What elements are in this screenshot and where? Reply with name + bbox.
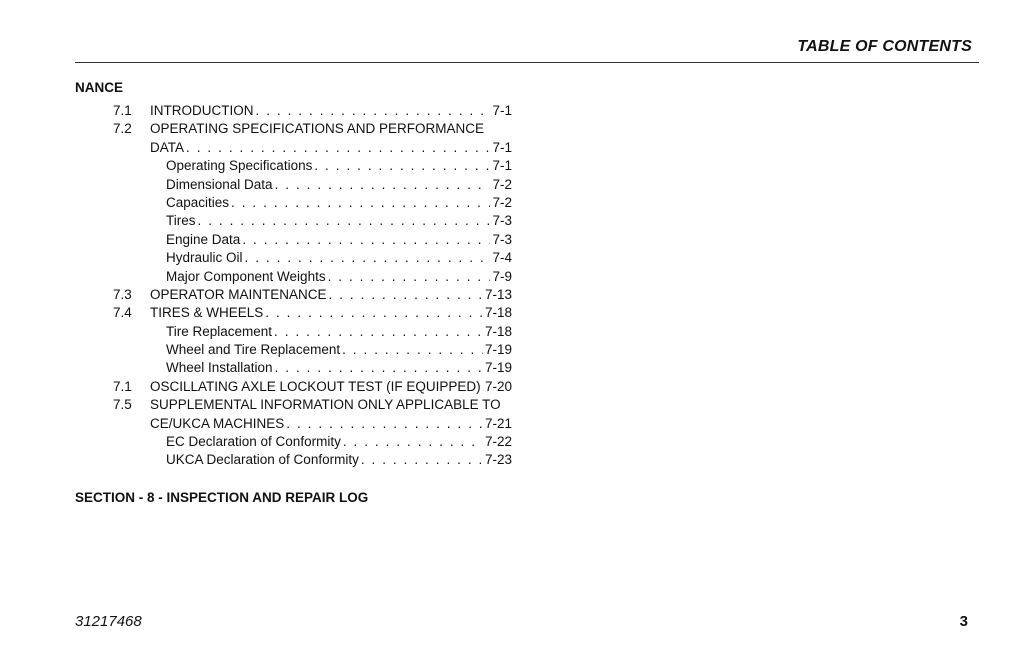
toc-page-ref: 7-1 <box>492 103 512 118</box>
toc-page-ref: 7-18 <box>484 323 512 339</box>
toc-entry-continuation[interactable] <box>75 139 515 157</box>
toc-entry[interactable] <box>75 378 515 396</box>
toc-entry[interactable] <box>75 120 515 138</box>
page-header-title: TABLE OF CONTENTS <box>797 38 972 55</box>
toc-title: EC Declaration of Conformity <box>166 434 341 450</box>
toc-list <box>75 102 515 470</box>
toc-title: Wheel and Tire Replacement <box>166 342 341 358</box>
dot-leader <box>275 176 491 194</box>
toc-title: Hydraulic Oil <box>166 250 243 266</box>
toc-entry[interactable] <box>75 286 515 304</box>
toc-title: CE/UKCA MACHINES <box>150 415 285 431</box>
toc-entry[interactable] <box>75 304 515 322</box>
toc-number: 7.1 <box>113 103 132 118</box>
dot-leader <box>286 415 483 433</box>
toc-title: Capacities <box>166 194 230 210</box>
section-heading-inspection-log[interactable]: SECTION - 8 - INSPECTION AND REPAIR LOG <box>75 490 369 505</box>
toc-subentry[interactable] <box>75 249 515 267</box>
dot-leader <box>343 433 483 451</box>
footer-page-number: 3 <box>959 613 968 630</box>
toc-title: Tires <box>166 213 196 229</box>
header-rule <box>75 62 979 63</box>
dot-leader <box>314 157 490 175</box>
toc-subentry[interactable] <box>75 176 515 194</box>
toc-title: DATA <box>150 139 185 155</box>
dot-leader <box>361 451 483 469</box>
toc-page-ref: 7-4 <box>492 250 512 266</box>
toc-title: Tire Replacement <box>166 323 273 339</box>
toc-entry[interactable] <box>75 396 515 414</box>
toc-page-ref: 7-13 <box>484 286 512 302</box>
toc-title: Wheel Installation <box>166 360 273 376</box>
toc-page-ref: 7-9 <box>492 268 512 284</box>
toc-number: 7.4 <box>113 305 132 321</box>
dot-leader <box>186 139 490 157</box>
toc-page-ref: 7-2 <box>492 194 512 210</box>
toc-subentry[interactable] <box>75 231 515 249</box>
toc-subentry[interactable] <box>75 157 515 175</box>
dot-leader <box>328 268 491 286</box>
toc-page-ref: 7-19 <box>484 342 512 358</box>
toc-title: Operating Specifications <box>166 158 313 174</box>
toc-page-ref: 7-3 <box>492 231 512 247</box>
toc-page-ref: 7-22 <box>484 434 512 450</box>
dot-leader <box>265 304 483 322</box>
toc-subentry[interactable] <box>75 433 515 451</box>
section-heading-maintenance[interactable]: NANCE <box>75 80 124 95</box>
toc-title: OSCILLATING AXLE LOCKOUT TEST (IF EQUIPPED) <box>150 378 481 394</box>
toc-subentry[interactable] <box>75 323 515 341</box>
dot-leader <box>329 286 483 304</box>
toc-page-ref: 7-2 <box>492 176 512 192</box>
dot-leader <box>274 323 483 341</box>
toc-page-ref: 7-3 <box>492 213 512 229</box>
toc-number: 7.3 <box>113 286 132 302</box>
dot-leader <box>342 341 483 359</box>
toc-title: SUPPLEMENTAL INFORMATION ONLY APPLICABLE TO <box>150 397 501 413</box>
dot-leader <box>245 249 491 267</box>
toc-subentry[interactable] <box>75 212 515 230</box>
toc-page-ref: 7-1 <box>492 139 512 155</box>
toc-title: TIRES & WHEELS <box>150 305 264 321</box>
toc-page-ref: 7-21 <box>484 415 512 431</box>
toc-title: Dimensional Data <box>166 176 273 192</box>
dot-leader <box>275 359 483 377</box>
toc-page-ref: 7-19 <box>484 360 512 376</box>
toc-entry[interactable] <box>75 102 515 120</box>
dot-leader <box>198 212 491 230</box>
toc-number: 7.1 <box>113 378 132 394</box>
toc-page-ref: 7-18 <box>484 305 512 321</box>
toc-number: 7.5 <box>113 397 132 413</box>
toc-title: UKCA Declaration of Conformity <box>166 452 359 468</box>
toc-subentry[interactable] <box>75 359 515 377</box>
toc-title: OPERATING SPECIFICATIONS AND PERFORMANCE <box>150 121 485 137</box>
toc-subentry[interactable] <box>75 268 515 286</box>
footer-doc-number: 31217468 <box>75 613 142 630</box>
toc-page-ref: 7-23 <box>484 452 512 468</box>
toc-title: Major Component Weights <box>166 268 326 284</box>
toc-number: 7.2 <box>113 121 132 137</box>
toc-title: Engine Data <box>166 231 241 247</box>
toc-subentry[interactable] <box>75 341 515 359</box>
toc-page-ref: 7-1 <box>492 158 512 174</box>
toc-title: INTRODUCTION <box>150 103 254 118</box>
dot-leader <box>231 194 490 212</box>
toc-title: OPERATOR MAINTENANCE <box>150 286 327 302</box>
toc-subentry[interactable] <box>75 451 515 469</box>
toc-page-ref: 7-20 <box>484 378 512 394</box>
toc-subentry[interactable] <box>75 194 515 212</box>
dot-leader <box>256 102 491 120</box>
toc-entry-continuation[interactable] <box>75 415 515 433</box>
dot-leader <box>242 231 490 249</box>
